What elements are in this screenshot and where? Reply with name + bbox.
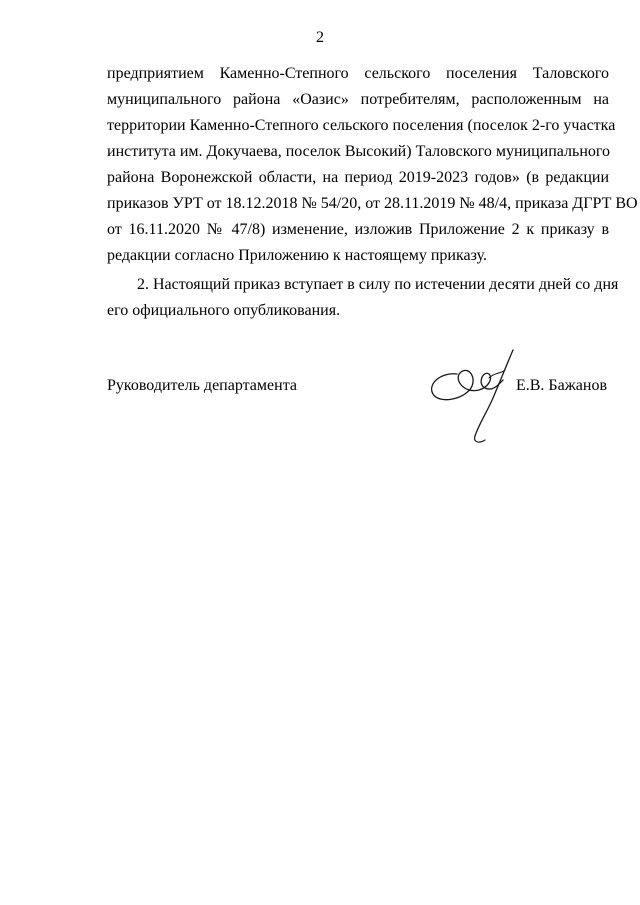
signer-position: Руководитель департамента (107, 377, 297, 394)
paragraph-1-line: района Воронежской области, на период 2019-2023 годов» (в редакции (107, 169, 609, 186)
paragraph-1-line: территории Каменно-Степного сельского поселения (поселок 2-го участка (107, 117, 616, 134)
paragraph-1-line: от 16.11.2020 № 47/8) изменение, изложив Приложение 2 к приказу в (107, 221, 609, 238)
paragraph-1-line: предприятием Каменно-Степного сельского поселения Таловского (107, 65, 609, 82)
paragraph-2 (107, 272, 619, 324)
handwritten-signature (419, 344, 529, 444)
paragraph-1-line: муниципального района «Оазис» потребителям, расположенным на (107, 91, 609, 108)
paragraph-2-line: 2. Настоящий приказ вступает в силу по истечении десяти дней со дня (137, 276, 619, 293)
signature-block (107, 372, 609, 452)
page-number: 2 (316, 29, 324, 46)
paragraph-2-line: его официального опубликования. (107, 302, 341, 319)
paragraph-1 (107, 61, 638, 269)
paragraph-1-line: института им. Докучаева, поселок Высокий) Таловского муниципального (107, 143, 611, 160)
signer-name: Е.В. Бажанов (515, 377, 607, 394)
paragraph-1-line: редакции согласно Приложению к настоящему приказу. (107, 247, 487, 264)
paragraph-1-line: приказов УРТ от 18.12.2018 № 54/20, от 28.11.2019 № 48/4, приказа ДГРТ ВО (107, 195, 638, 212)
